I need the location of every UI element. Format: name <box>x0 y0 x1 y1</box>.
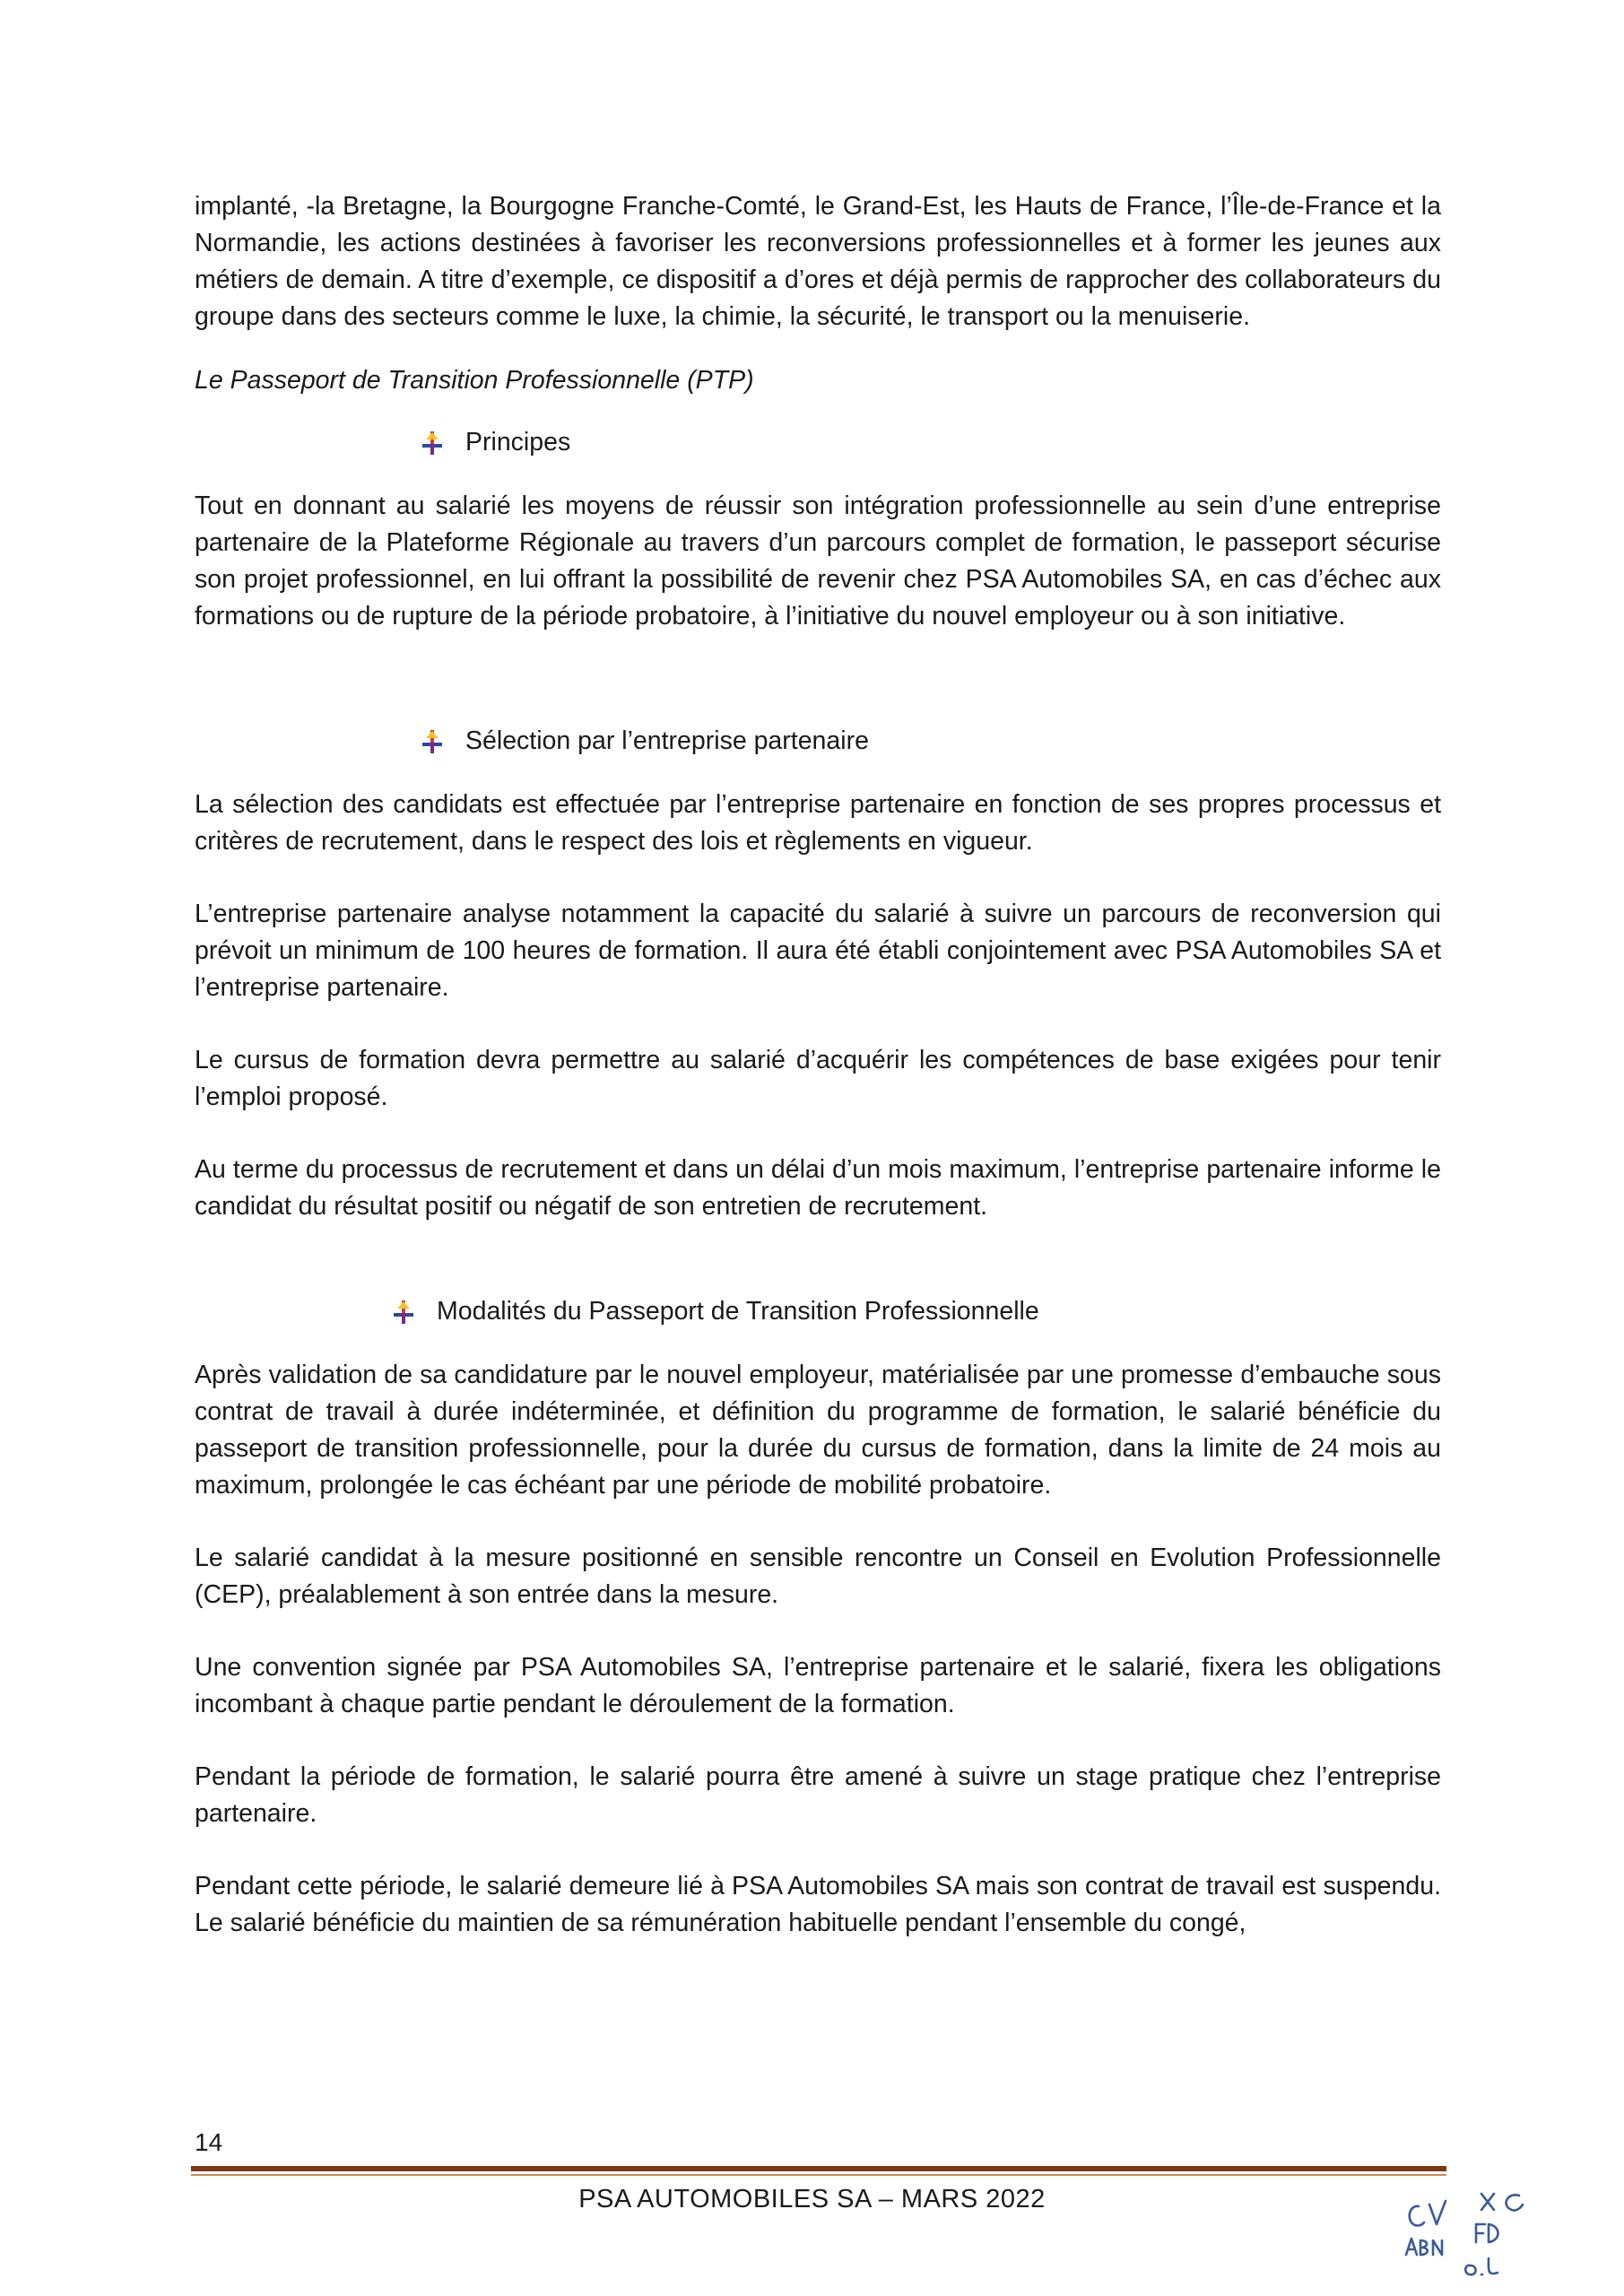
selection-paragraph-4: Au terme du processus de recrutement et dans un délai d’un mois maximum, l’entreprise partenaire informe le candidat du résultat positif ou négatif de son entretien de recrutement. <box>195 1155 1441 1221</box>
selection-paragraph-3: Le cursus de formation devra permettre au salarié d’acquérir les compétences de base exigées pour tenir l’emploi proposé. <box>195 1046 1441 1111</box>
subheading-label: Principes <box>465 428 571 457</box>
footer-rule-thin <box>191 2174 1446 2176</box>
handwritten-initials <box>1399 2188 1614 2287</box>
intro-paragraph: implanté, -la Bretagne, la Bourgogne Franche-Comté, le Grand-Est, les Hauts de France, l’Île-de-France et la Normandie, les actions destinées à favoriser les reconversions professionnelles et à former les jeunes aux métiers de demain. A titre d’exemple, ce dispositif a d’ores et déjà permis de rapprocher des collaborateurs du groupe dans des secteurs comme le luxe, la chimie, la sécurité, le transport ou la menuiserie. <box>195 192 1441 331</box>
principes-paragraph: Tout en donnant au salarié les moyens de réussir son intégration professionnelle au sein d’une entreprise partenaire de la Plateforme Régionale au travers d’un parcours complet de formation, le passeport sécurise son projet professionnel, en lui offrant la possibilité de revenir chez PSA Automobiles SA, en cas d’échec aux formations ou de rupture de la période probatoire, à l’initiative du nouvel employeur ou à son initiative. <box>195 491 1441 631</box>
page-number: 14 <box>195 2128 223 2156</box>
arrow-bullet-icon <box>419 430 446 457</box>
arrow-bullet-icon <box>419 728 446 755</box>
subheading-label: Modalités du Passeport de Transition Professionnelle <box>437 1297 1039 1326</box>
section-heading-ptp: Le Passeport de Transition Professionnelle (PTP) <box>195 366 754 395</box>
modalites-paragraph-5: Pendant cette période, le salarié demeure lié à PSA Automobiles SA mais son contrat de travail est suspendu. Le salarié bénéficie du maintien de sa rémunération habituelle pendant l’ensemble du congé, <box>195 1872 1441 1937</box>
page-body <box>195 188 1441 1942</box>
footer-title: PSA AUTOMOBILES SA – MARS 2022 <box>578 2185 1046 2213</box>
modalites-paragraph-2: Le salarié candidat à la mesure positionné en sensible rencontre un Conseil en Evolution Professionnelle (CEP), préalablement à son entrée dans la mesure. <box>195 1544 1441 1609</box>
subheading-principes <box>195 424 1441 461</box>
modalites-paragraph-1: Après validation de sa candidature par le nouvel employeur, matérialisée par une promesse d’embauche sous contrat de travail à durée indéterminée, et définition du programme de formation, le salarié bénéficie du passeport de transition professionnelle, pour la durée du cursus de formation, dans la limite de 24 mois au maximum, prolongée le cas échéant par une période de mobilité probatoire. <box>195 1361 1441 1500</box>
selection-paragraph-1: La sélection des candidats est effectuée par l’entreprise partenaire en fonction de ses propres processus et critères de recrutement, dans le respect des lois et règlements en vigueur. <box>195 790 1441 856</box>
selection-paragraph-2: L’entreprise partenaire analyse notamment la capacité du salarié à suivre un parcours de reconversion qui prévoit un minimum de 100 heures de formation. Il aura été établi conjointement avec PSA Automobiles SA et l’entreprise partenaire. <box>195 900 1441 1002</box>
modalites-paragraph-4: Pendant la période de formation, le salarié pourra être amené à suivre un stage pratique chez l’entreprise partenaire. <box>195 1762 1441 1828</box>
subheading-label: Sélection par l’entreprise partenaire <box>465 726 869 755</box>
footer-rule <box>191 2166 1446 2171</box>
modalites-paragraph-3: Une convention signée par PSA Automobiles SA, l’entreprise partenaire et le salarié, fixera les obligations incombant à chaque partie pendant le déroulement de la formation. <box>195 1653 1441 1718</box>
subheading-modalites <box>195 1293 1441 1330</box>
arrow-bullet-icon <box>390 1299 417 1326</box>
subheading-selection <box>195 723 1441 760</box>
